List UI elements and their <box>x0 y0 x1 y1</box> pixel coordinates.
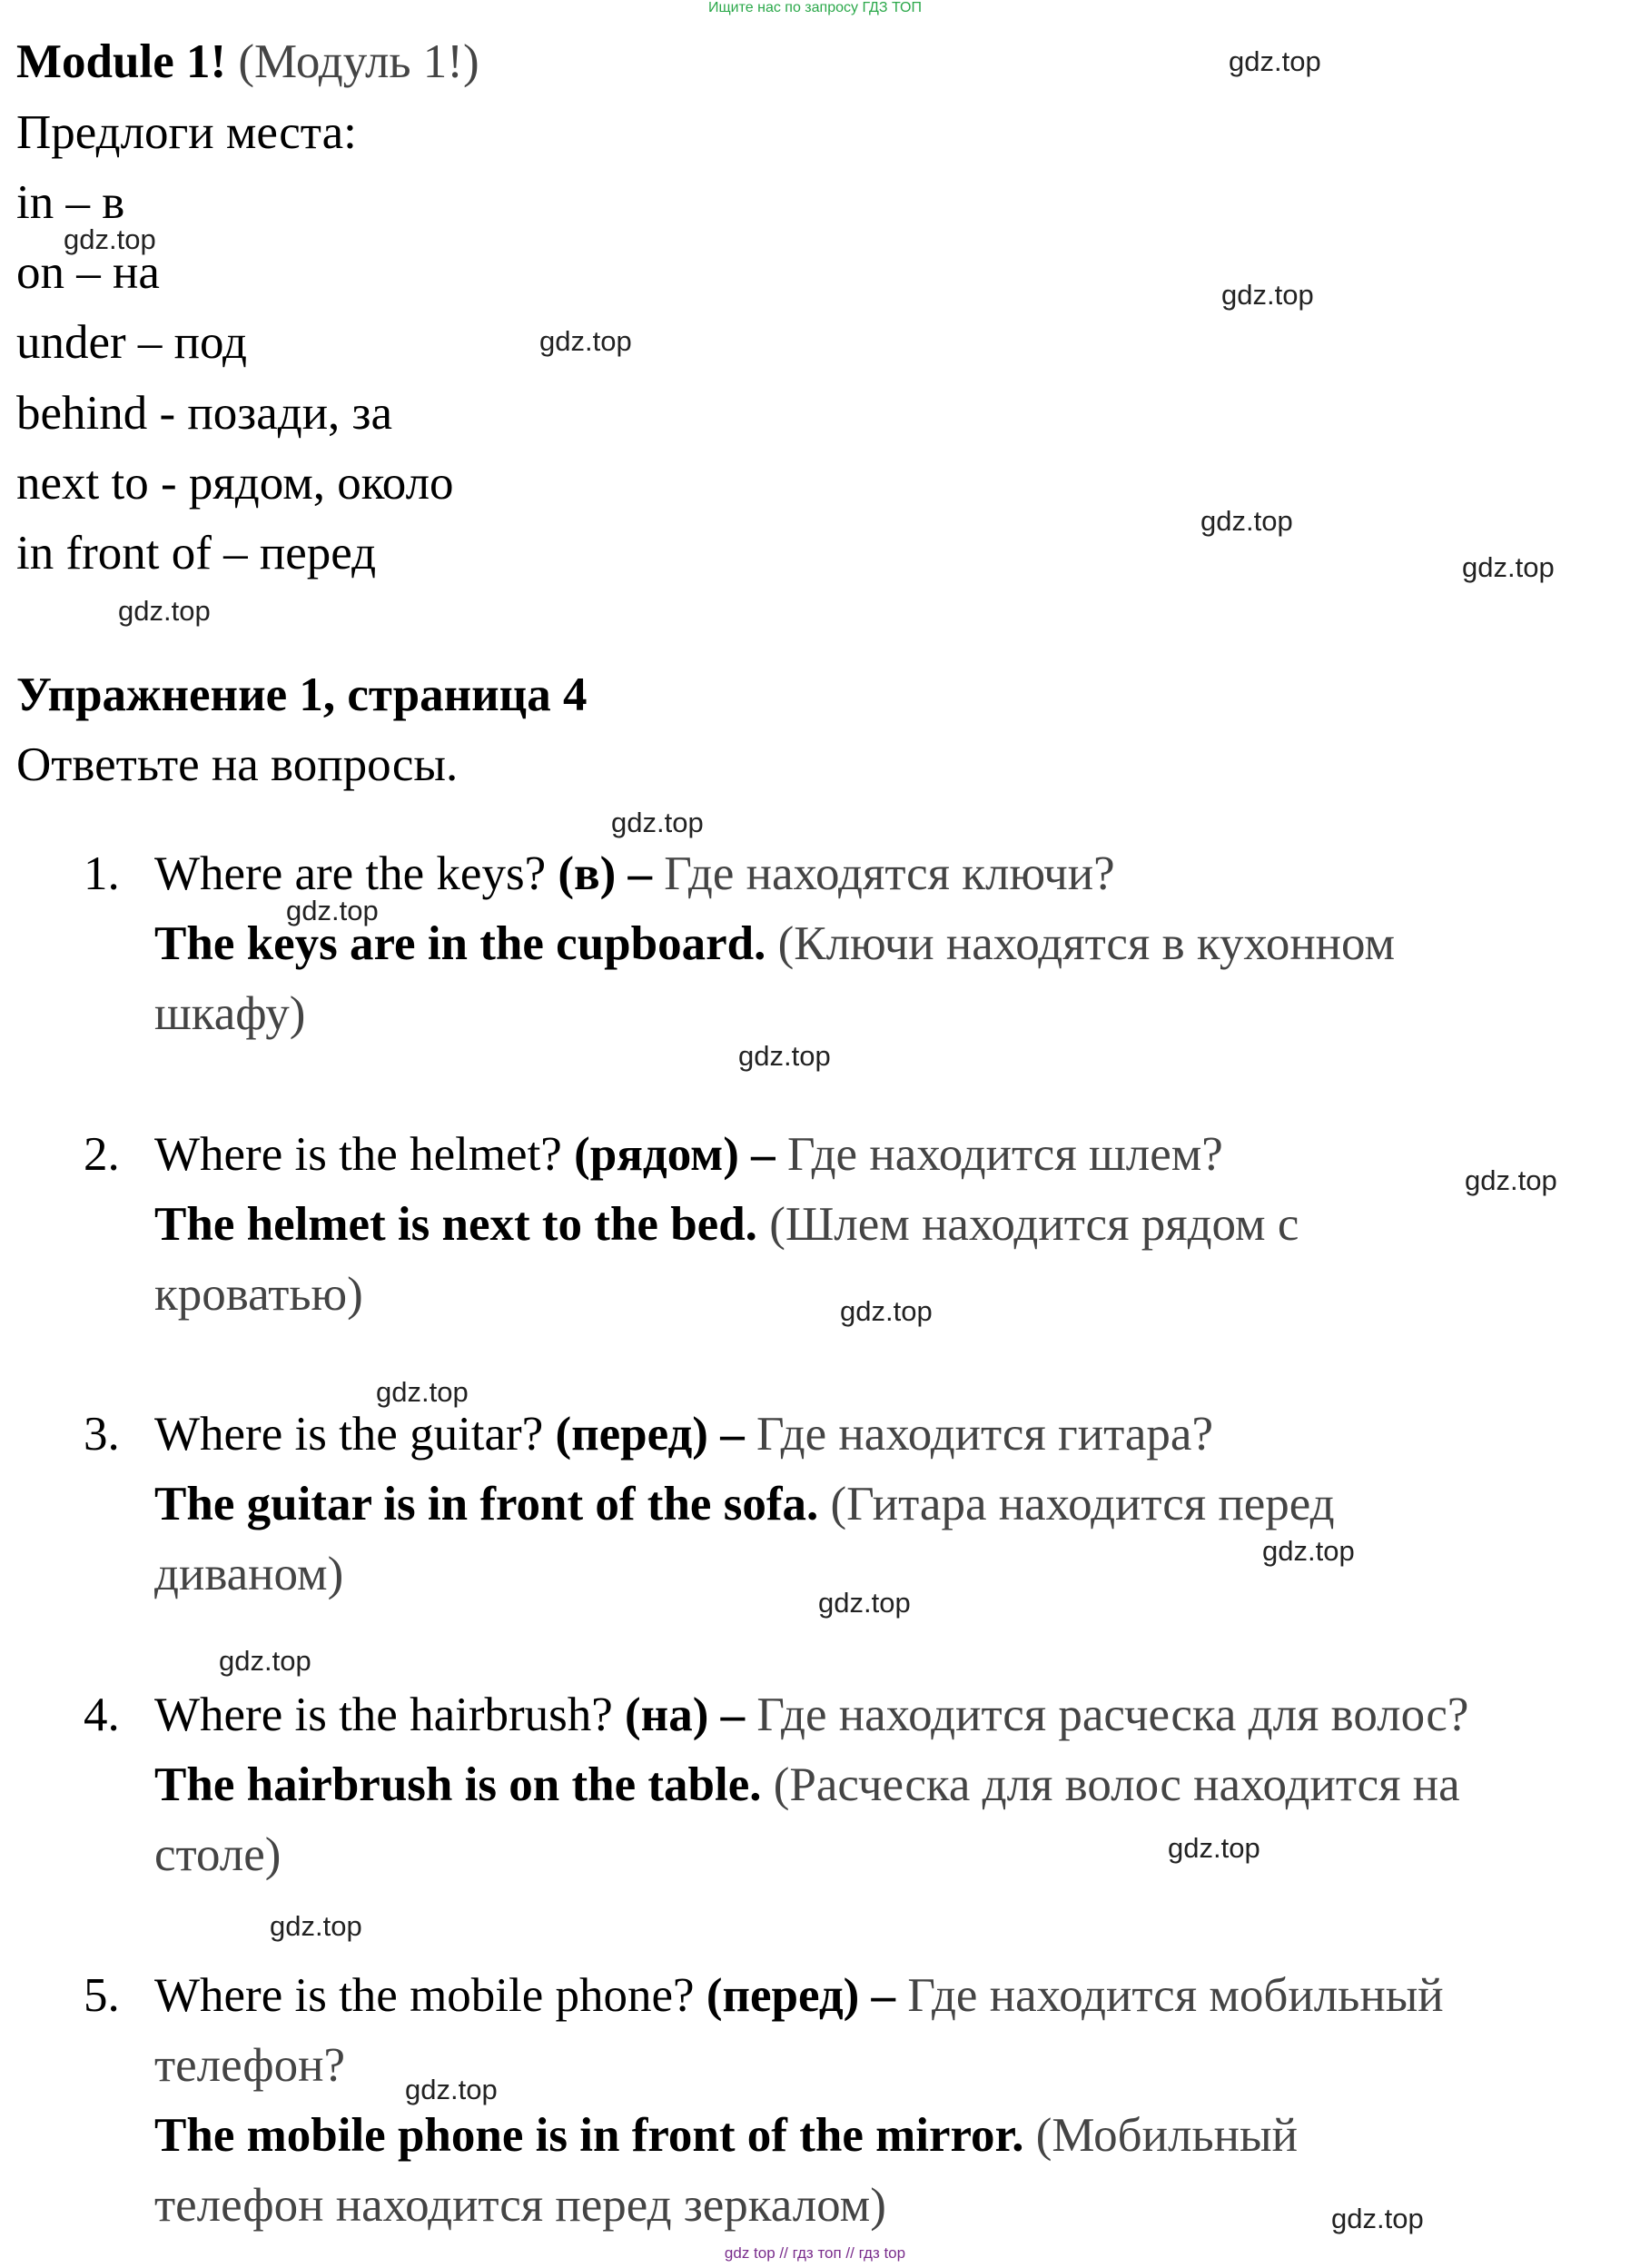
bottom-banner: gdz top // гдз топ // гдз top <box>724 2244 906 2262</box>
watermark: gdz.top <box>738 1040 831 1072</box>
exercise-instruction: Ответьте на вопросы. <box>16 738 459 791</box>
question-line <box>154 1688 1468 1742</box>
answer-text: The helmet is next to the bed. <box>154 1198 757 1251</box>
question-text: Where is the mobile phone? <box>154 1969 706 2022</box>
item-number: 5. <box>84 1969 120 2022</box>
preposition-item: on – на <box>16 246 160 299</box>
answer-text: The mobile phone is in front of the mirror. <box>154 2109 1024 2162</box>
answer-text: The hairbrush is on the table. <box>154 1758 762 1811</box>
question-hint: (на) – <box>625 1689 746 1741</box>
item-number: 1. <box>84 847 120 900</box>
preposition-item: in – в <box>16 176 125 229</box>
watermark: gdz.top <box>1168 1832 1260 1864</box>
answer-translation: (Шлем находится рядом с <box>756 1198 1299 1251</box>
question-hint: (рядом) – <box>574 1128 775 1181</box>
answer-translation-cont: телефон находится перед зеркалом) <box>154 2179 886 2232</box>
question-hint: (в) – <box>558 847 653 900</box>
question-translation-cont: телефон? <box>154 2039 346 2092</box>
question-hint: (перед) – <box>555 1408 745 1461</box>
top-banner: Ищите нас по запросу ГДЗ ТОП <box>708 0 922 15</box>
exercise-heading: Упражнение 1, страница 4 <box>16 669 588 721</box>
answer-line <box>154 1758 1460 1812</box>
watermark: gdz.top <box>1221 279 1314 311</box>
watermark: gdz.top <box>118 595 211 627</box>
question-text: Where are the keys? <box>154 847 558 900</box>
answer-translation-cont: столе) <box>154 1828 282 1881</box>
question-translation: Где находится шлем? <box>775 1128 1223 1181</box>
item-number: 3. <box>84 1408 120 1461</box>
answer-line <box>154 1197 1299 1252</box>
question-translation: Где находится расческа для волос? <box>745 1689 1469 1741</box>
watermark: gdz.top <box>1465 1164 1557 1196</box>
answer-translation-cont: кроватью) <box>154 1268 363 1321</box>
question-line <box>154 847 1115 901</box>
preposition-item: under – под <box>16 316 247 369</box>
question-line <box>154 1127 1223 1182</box>
watermark: gdz.top <box>818 1587 911 1619</box>
watermark: gdz.top <box>405 2074 498 2105</box>
item-number: 4. <box>84 1689 120 1741</box>
question-line <box>154 1968 1444 2023</box>
watermark: gdz.top <box>1331 2203 1424 2234</box>
answer-translation-cont: диваном) <box>154 1548 344 1600</box>
watermark: gdz.top <box>286 895 379 926</box>
watermark: gdz.top <box>376 1376 469 1408</box>
watermark: gdz.top <box>611 807 704 838</box>
module-title <box>16 35 479 89</box>
question-hint: (перед) – <box>706 1969 896 2022</box>
preposition-item: next to - рядом, около <box>16 457 454 510</box>
watermark: gdz.top <box>219 1645 311 1677</box>
item-number: 2. <box>84 1128 120 1181</box>
watermark: gdz.top <box>1229 45 1321 77</box>
question-translation: Где находится мобильный <box>895 1969 1444 2022</box>
prepositions-subtitle: Предлоги места: <box>16 106 357 159</box>
question-text: Where is the guitar? <box>154 1408 556 1461</box>
watermark: gdz.top <box>840 1295 933 1327</box>
answer-line <box>154 2108 1298 2163</box>
answer-translation-cont: шкафу) <box>154 987 306 1040</box>
question-translation: Где находятся ключи? <box>652 847 1115 900</box>
answer-translation: (Ключи находятся в кухонном <box>766 917 1396 970</box>
watermark: gdz.top <box>539 325 632 357</box>
question-text: Where is the helmet? <box>154 1128 575 1181</box>
watermark: gdz.top <box>1262 1535 1355 1567</box>
answer-translation: (Расческа для волос находится на <box>761 1758 1460 1811</box>
watermark: gdz.top <box>270 1910 362 1942</box>
question-translation: Где находится гитара? <box>744 1408 1213 1461</box>
watermark: gdz.top <box>64 223 156 255</box>
answer-text: The guitar is in front of the sofa. <box>154 1478 819 1530</box>
watermark: gdz.top <box>1462 551 1555 583</box>
preposition-item: in front of – перед <box>16 527 377 579</box>
answer-translation: (Гитара находится перед <box>818 1478 1335 1530</box>
watermark: gdz.top <box>1200 505 1293 537</box>
module-title-rest: (Модуль 1!) <box>226 35 479 88</box>
answer-translation: (Мобильный <box>1023 2109 1298 2162</box>
question-line <box>154 1407 1213 1461</box>
module-title-bold: Module 1! <box>16 35 227 88</box>
answer-line <box>154 1477 1335 1531</box>
answer-text: The keys are in the cupboard. <box>154 917 766 970</box>
preposition-item: behind - позади, за <box>16 387 393 440</box>
question-text: Where is the hairbrush? <box>154 1689 626 1741</box>
